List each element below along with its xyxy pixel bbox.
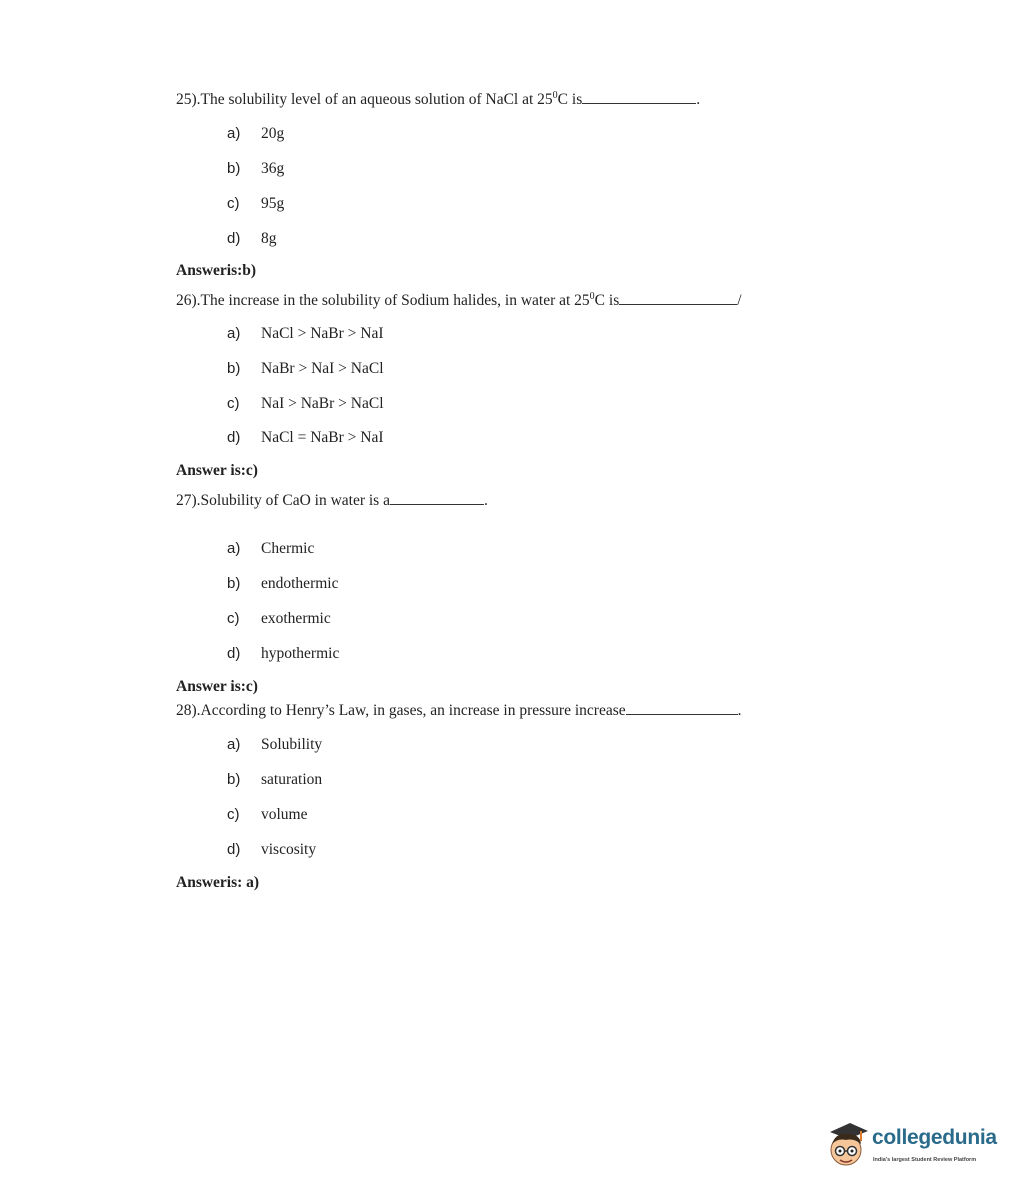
mascot-icon <box>826 1120 870 1172</box>
option-b: b) saturation <box>227 771 323 788</box>
answer-blank <box>626 702 738 715</box>
option-c: c) volume <box>227 806 308 823</box>
question-28-stem: 28).According to Henry’s Law, in gases, an increase in pressure increase . <box>176 702 742 719</box>
option-d: d) NaCl = NaBr > NaI <box>227 429 384 446</box>
option-d: d) viscosity <box>227 841 317 858</box>
option-b: b) endothermic <box>227 575 339 592</box>
answer-27: Answer is:c) <box>176 678 258 695</box>
brand-tagline: India's largest Student Review Platform <box>873 1157 977 1163</box>
option-a: a) 20g <box>227 125 285 142</box>
answer-28: Answeris: a) <box>176 874 260 891</box>
question-27-stem: 27).Solubility of CaO in water is a . <box>176 492 488 509</box>
collegedunia-logo <box>826 1120 996 1175</box>
option-a: a) NaCl > NaBr > NaI <box>227 325 384 342</box>
option-c: c) exothermic <box>227 610 331 627</box>
question-26-stem: 26).The increase in the solubility of Sodium halides, in water at $25^0C$ is / <box>176 291 742 310</box>
answer-25: Answeris:b) <box>176 262 257 279</box>
option-a: a) Chermic <box>227 540 315 557</box>
option-b: b) NaBr > NaI > NaCl <box>227 360 384 377</box>
answer-26: Answer is:c) <box>176 462 258 479</box>
option-d: d) hypothermic <box>227 645 340 662</box>
option-a: a) Solubility <box>227 736 323 753</box>
brand-name: collegedunia <box>872 1126 997 1149</box>
answer-blank <box>582 91 696 104</box>
option-c: c) 95g <box>227 195 285 212</box>
option-c: c) NaI > NaBr > NaCl <box>227 395 384 412</box>
option-b: b) 36g <box>227 160 285 177</box>
answer-blank <box>619 292 737 305</box>
option-d: d) 8g <box>227 230 277 247</box>
question-25-stem: 25).The solubility level of an aqueous solution of NaCl at $25^0C$ is . <box>176 90 701 109</box>
answer-blank <box>390 492 484 505</box>
